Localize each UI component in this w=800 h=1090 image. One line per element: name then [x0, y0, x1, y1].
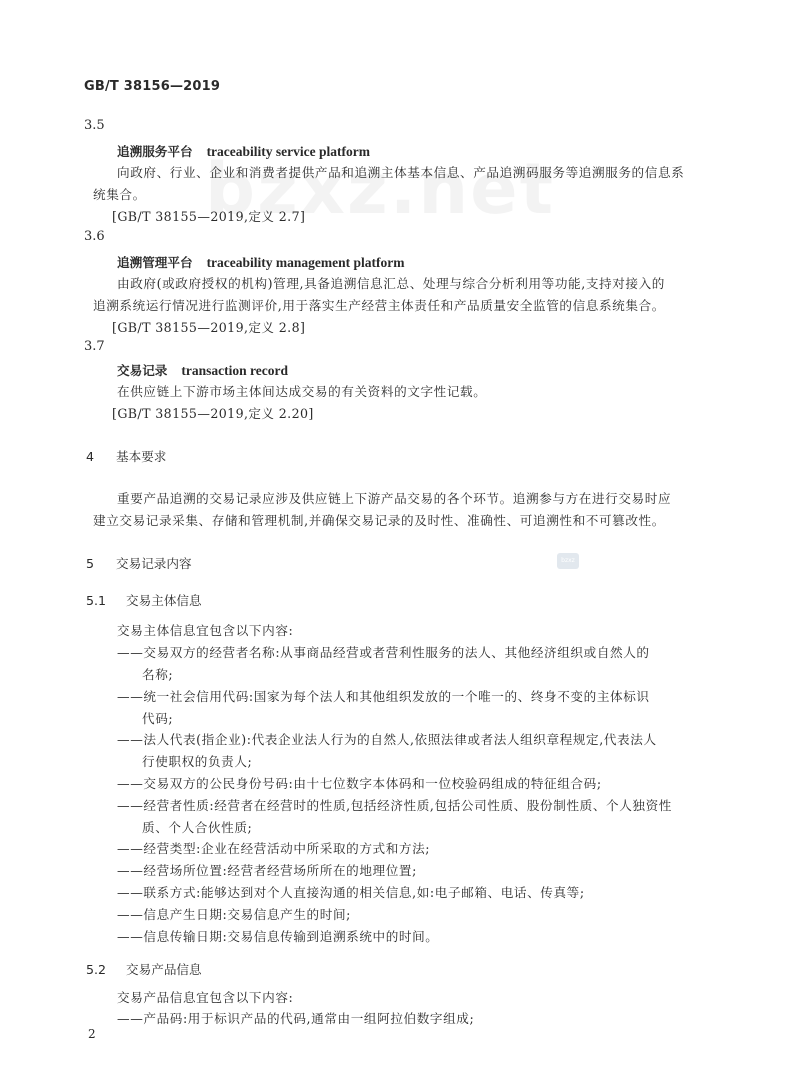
- definition-line: 在供应链上下游市场主体间达成交易的有关资料的文字性记载。: [117, 384, 487, 399]
- term-3-5: [117, 141, 370, 160]
- term-en: traceability management platform: [206, 255, 405, 270]
- clause-number-3-7: 3.7: [84, 339, 105, 354]
- page-header-standard-code: GB/T 38156—2019: [84, 79, 221, 94]
- definition-line: 统集合。: [93, 187, 146, 202]
- list-intro: 交易产品信息宜包含以下内容:: [117, 990, 294, 1005]
- term-3-6: [117, 252, 405, 271]
- subsection-heading-5-2: [86, 959, 202, 978]
- section-number: 4: [86, 449, 95, 464]
- section-title: 基本要求: [116, 449, 167, 464]
- page-number: 2: [88, 1027, 96, 1041]
- term-3-7: [117, 360, 288, 379]
- list-item-continuation: 代码;: [142, 711, 174, 726]
- term-cn: 追溯服务平台: [117, 144, 193, 159]
- section-heading-5: [86, 553, 192, 572]
- reference-note: [GB/T 38155—2019,定义 2.8]: [112, 320, 306, 335]
- list-item: ——经营类型:企业在经营活动中所采取的方式和方法;: [117, 841, 431, 856]
- list-item: ——统一社会信用代码:国家为每个法人和其他组织发放的一个唯一的、终身不变的主体标识: [117, 689, 650, 704]
- section-number: 5.1: [86, 593, 107, 608]
- term-en: transaction record: [181, 363, 288, 378]
- section-number: 5.2: [86, 962, 107, 977]
- term-cn: 交易记录: [117, 363, 168, 378]
- paragraph-line: 建立交易记录采集、存储和管理机制,并确保交易记录的及时性、准确性、可追溯性和不可篡改性。: [93, 513, 665, 528]
- section-number: 5: [86, 556, 95, 571]
- list-item: ——经营场所位置:经营者经营场所所在的地理位置;: [117, 863, 417, 878]
- watermark-logo-icon: bzxz: [557, 553, 579, 569]
- section-heading-4: [86, 446, 166, 465]
- clause-number-3-6: 3.6: [84, 229, 105, 244]
- list-item: ——法人代表(指企业):代表企业法人行为的自然人,依照法律或者法人组织章程规定,代表法人: [117, 732, 657, 747]
- subsection-heading-5-1: [86, 590, 202, 609]
- reference-note: [GB/T 38155—2019,定义 2.20]: [112, 406, 314, 421]
- paragraph-line: 重要产品追溯的交易记录应涉及供应链上下游产品交易的各个环节。追溯参与方在进行交易时应: [117, 491, 672, 506]
- section-title: 交易记录内容: [116, 556, 192, 571]
- list-item: ——联系方式:能够达到对个人直接沟通的相关信息,如:电子邮箱、电话、传真等;: [117, 885, 585, 900]
- definition-line: 追溯系统运行情况进行监测评价,用于落实生产经营主体责任和产品质量安全监管的信息系统集合。: [93, 298, 665, 313]
- definition-line: 由政府(或政府授权的机构)管理,具备追溯信息汇总、处理与综合分析利用等功能,支持对接入的: [117, 276, 665, 291]
- list-item: ——信息传输日期:交易信息传输到追溯系统中的时间。: [117, 929, 439, 944]
- list-item-continuation: 质、个人合伙性质;: [142, 820, 253, 835]
- list-item: ——交易双方的经营者名称:从事商品经营或者营利性服务的法人、其他经济组织或自然人的: [117, 645, 650, 660]
- reference-note: [GB/T 38155—2019,定义 2.7]: [112, 209, 306, 224]
- section-title: 交易产品信息: [126, 962, 202, 977]
- definition-line: 向政府、行业、企业和消费者提供产品和追溯主体基本信息、产品追溯码服务等追溯服务的信息系: [117, 165, 685, 180]
- list-item: ——信息产生日期:交易信息产生的时间;: [117, 907, 351, 922]
- section-title: 交易主体信息: [126, 593, 202, 608]
- list-intro: 交易主体信息宜包含以下内容:: [117, 623, 294, 638]
- term-en: traceability service platform: [206, 144, 370, 159]
- list-item: ——交易双方的公民身份号码:由十七位数字本体码和一位校验码组成的特征组合码;: [117, 776, 602, 791]
- list-item: ——产品码:用于标识产品的代码,通常由一组阿拉伯数字组成;: [117, 1011, 475, 1026]
- term-cn: 追溯管理平台: [117, 255, 193, 270]
- list-item: ——经营者性质:经营者在经营时的性质,包括经济性质,包括公司性质、股份制性质、个人独资性: [117, 798, 672, 813]
- list-item-continuation: 名称;: [142, 667, 174, 682]
- clause-number-3-5: 3.5: [84, 118, 105, 133]
- list-item-continuation: 行使职权的负责人;: [142, 754, 253, 769]
